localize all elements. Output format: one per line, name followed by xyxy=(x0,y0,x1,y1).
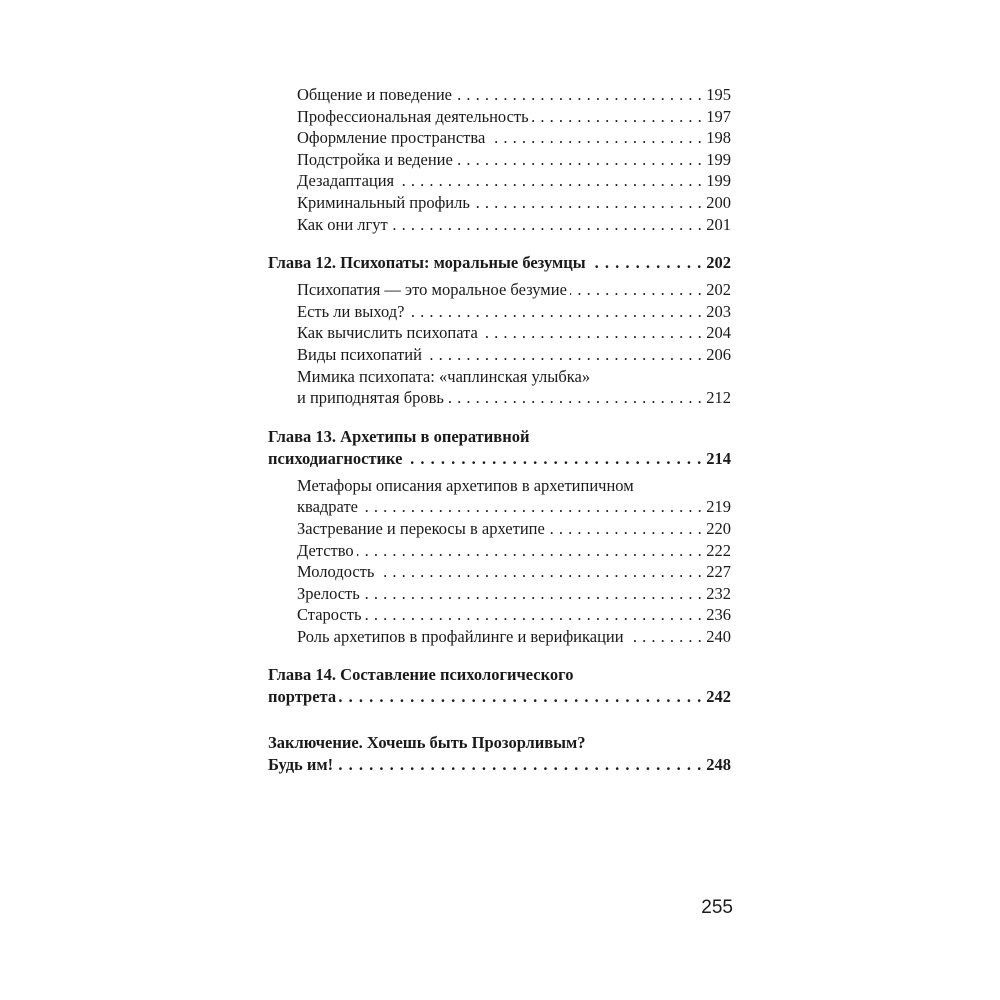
chapter-13-subsections xyxy=(268,475,731,648)
entry-title: Застревание и перекосы в архетипе xyxy=(297,518,545,538)
entry-page: 227 xyxy=(706,562,731,582)
toc-entry[interactable] xyxy=(297,279,731,301)
entry-title: Роль архетипов в профайлинге и верификации xyxy=(297,626,624,646)
entry-page: 236 xyxy=(706,605,731,625)
chapter-title: Будь им! xyxy=(268,755,334,775)
leader-dots xyxy=(377,561,702,583)
entry-page: 204 xyxy=(706,323,731,343)
leader-dots xyxy=(589,252,703,274)
toc-entry[interactable] xyxy=(297,149,731,171)
chapter-12-entry[interactable] xyxy=(268,252,731,274)
chapter-page: 248 xyxy=(706,755,731,775)
entry-title: Криминальный профиль xyxy=(297,192,470,212)
entry-page: 195 xyxy=(706,85,731,104)
leader-dots xyxy=(488,127,702,149)
chapter-14-entry[interactable] xyxy=(268,664,731,708)
entry-page: 232 xyxy=(706,583,731,603)
chapter-12-subsections xyxy=(268,279,731,409)
toc-entry[interactable] xyxy=(297,192,731,214)
entry-title: квадрате xyxy=(297,497,358,517)
conclusion-entry[interactable] xyxy=(268,732,731,776)
leader-dots xyxy=(456,149,702,171)
entry-title: и приподнятая бровь xyxy=(297,388,444,408)
entry-page: 212 xyxy=(706,388,731,408)
toc-entry[interactable] xyxy=(297,518,731,540)
toc-entry[interactable] xyxy=(297,84,731,106)
toc-entry[interactable] xyxy=(297,127,731,149)
toc-entry[interactable] xyxy=(297,626,731,648)
leader-dots xyxy=(357,540,703,562)
entry-title: Мимика психопата: «чаплинская улыбка» xyxy=(297,366,591,386)
leader-dots xyxy=(361,496,702,518)
entry-page: 222 xyxy=(706,540,731,560)
entry-page: 200 xyxy=(706,192,731,212)
toc-entry[interactable] xyxy=(297,170,731,192)
leader-dots xyxy=(407,301,702,323)
entry-title: Молодость xyxy=(297,562,375,582)
toc-entry[interactable] xyxy=(297,366,731,409)
toc-entry[interactable] xyxy=(297,583,731,605)
entry-title: Дезадаптация xyxy=(297,171,395,191)
leader-dots xyxy=(481,322,702,344)
toc-entry[interactable] xyxy=(297,561,731,583)
entry-page: 220 xyxy=(706,518,731,538)
toc-entry[interactable] xyxy=(297,106,731,128)
entry-title: Старость xyxy=(297,605,362,625)
entry-title: Оформление пространства xyxy=(297,128,486,148)
leader-dots xyxy=(627,626,703,648)
toc-entry[interactable] xyxy=(297,540,731,562)
chapter-title: Заключение. Хочешь быть Прозорливым? xyxy=(268,733,586,753)
toc-entry[interactable] xyxy=(297,214,731,236)
leader-dots xyxy=(473,192,702,214)
leader-dots xyxy=(391,214,703,236)
entry-page: 198 xyxy=(706,128,731,148)
entry-page: 199 xyxy=(706,171,731,191)
entry-title: Виды психопатий xyxy=(297,344,422,364)
table-of-contents xyxy=(268,84,731,776)
leader-dots xyxy=(363,583,702,605)
entry-title: Подстройка и ведение xyxy=(297,149,453,169)
entry-title: Как вычислить психопата xyxy=(297,323,478,343)
toc-entry[interactable] xyxy=(297,301,731,323)
entry-title: Есть ли выход? xyxy=(297,301,405,321)
entry-page: 219 xyxy=(706,497,731,517)
entry-title: Как они лгут xyxy=(297,214,388,234)
chapter-title: портрета xyxy=(268,687,337,707)
leader-dots xyxy=(455,84,702,106)
leader-dots xyxy=(447,387,702,409)
chapter-title: Глава 13. Архетипы в оперативной xyxy=(268,426,530,446)
leader-dots xyxy=(339,686,702,708)
toc-entry[interactable] xyxy=(297,344,731,366)
leader-dots xyxy=(397,170,702,192)
entry-page: 240 xyxy=(706,626,731,646)
entry-title: Зрелость xyxy=(297,583,360,603)
entry-title: Метафоры описания архетипов в архетипичном xyxy=(297,475,634,495)
entry-page: 206 xyxy=(706,344,731,364)
entry-page: 199 xyxy=(706,149,731,169)
entry-page: 202 xyxy=(706,280,731,300)
section-11-subsections xyxy=(268,84,731,235)
toc-entry[interactable] xyxy=(297,604,731,626)
leader-dots xyxy=(365,604,703,626)
entry-title: Общение и поведение xyxy=(297,85,452,104)
chapter-title: психодиагностике xyxy=(268,448,403,468)
chapter-title: Глава 12. Психопаты: моральные безумцы xyxy=(268,253,586,273)
entry-page: 197 xyxy=(706,106,731,126)
chapter-13-entry[interactable] xyxy=(268,426,731,470)
leader-dots xyxy=(425,344,702,366)
leader-dots xyxy=(548,518,702,540)
toc-entry[interactable] xyxy=(297,322,731,344)
leader-dots xyxy=(570,279,702,301)
toc-entry[interactable] xyxy=(297,475,731,518)
entry-title: Профессиональная деятельность xyxy=(297,106,529,126)
chapter-page: 242 xyxy=(706,687,731,707)
leader-dots xyxy=(532,106,703,128)
entry-page: 203 xyxy=(706,301,731,321)
chapter-page: 214 xyxy=(706,448,731,468)
page-number: 255 xyxy=(701,897,733,918)
entry-page: 201 xyxy=(706,214,731,234)
entry-title: Детство xyxy=(297,540,354,560)
leader-dots xyxy=(336,754,702,776)
chapter-title: Глава 14. Составление психологического xyxy=(268,665,574,685)
leader-dots xyxy=(405,448,702,470)
entry-title: Психопатия — это моральное безумие xyxy=(297,280,567,300)
chapter-page: 202 xyxy=(706,253,731,273)
